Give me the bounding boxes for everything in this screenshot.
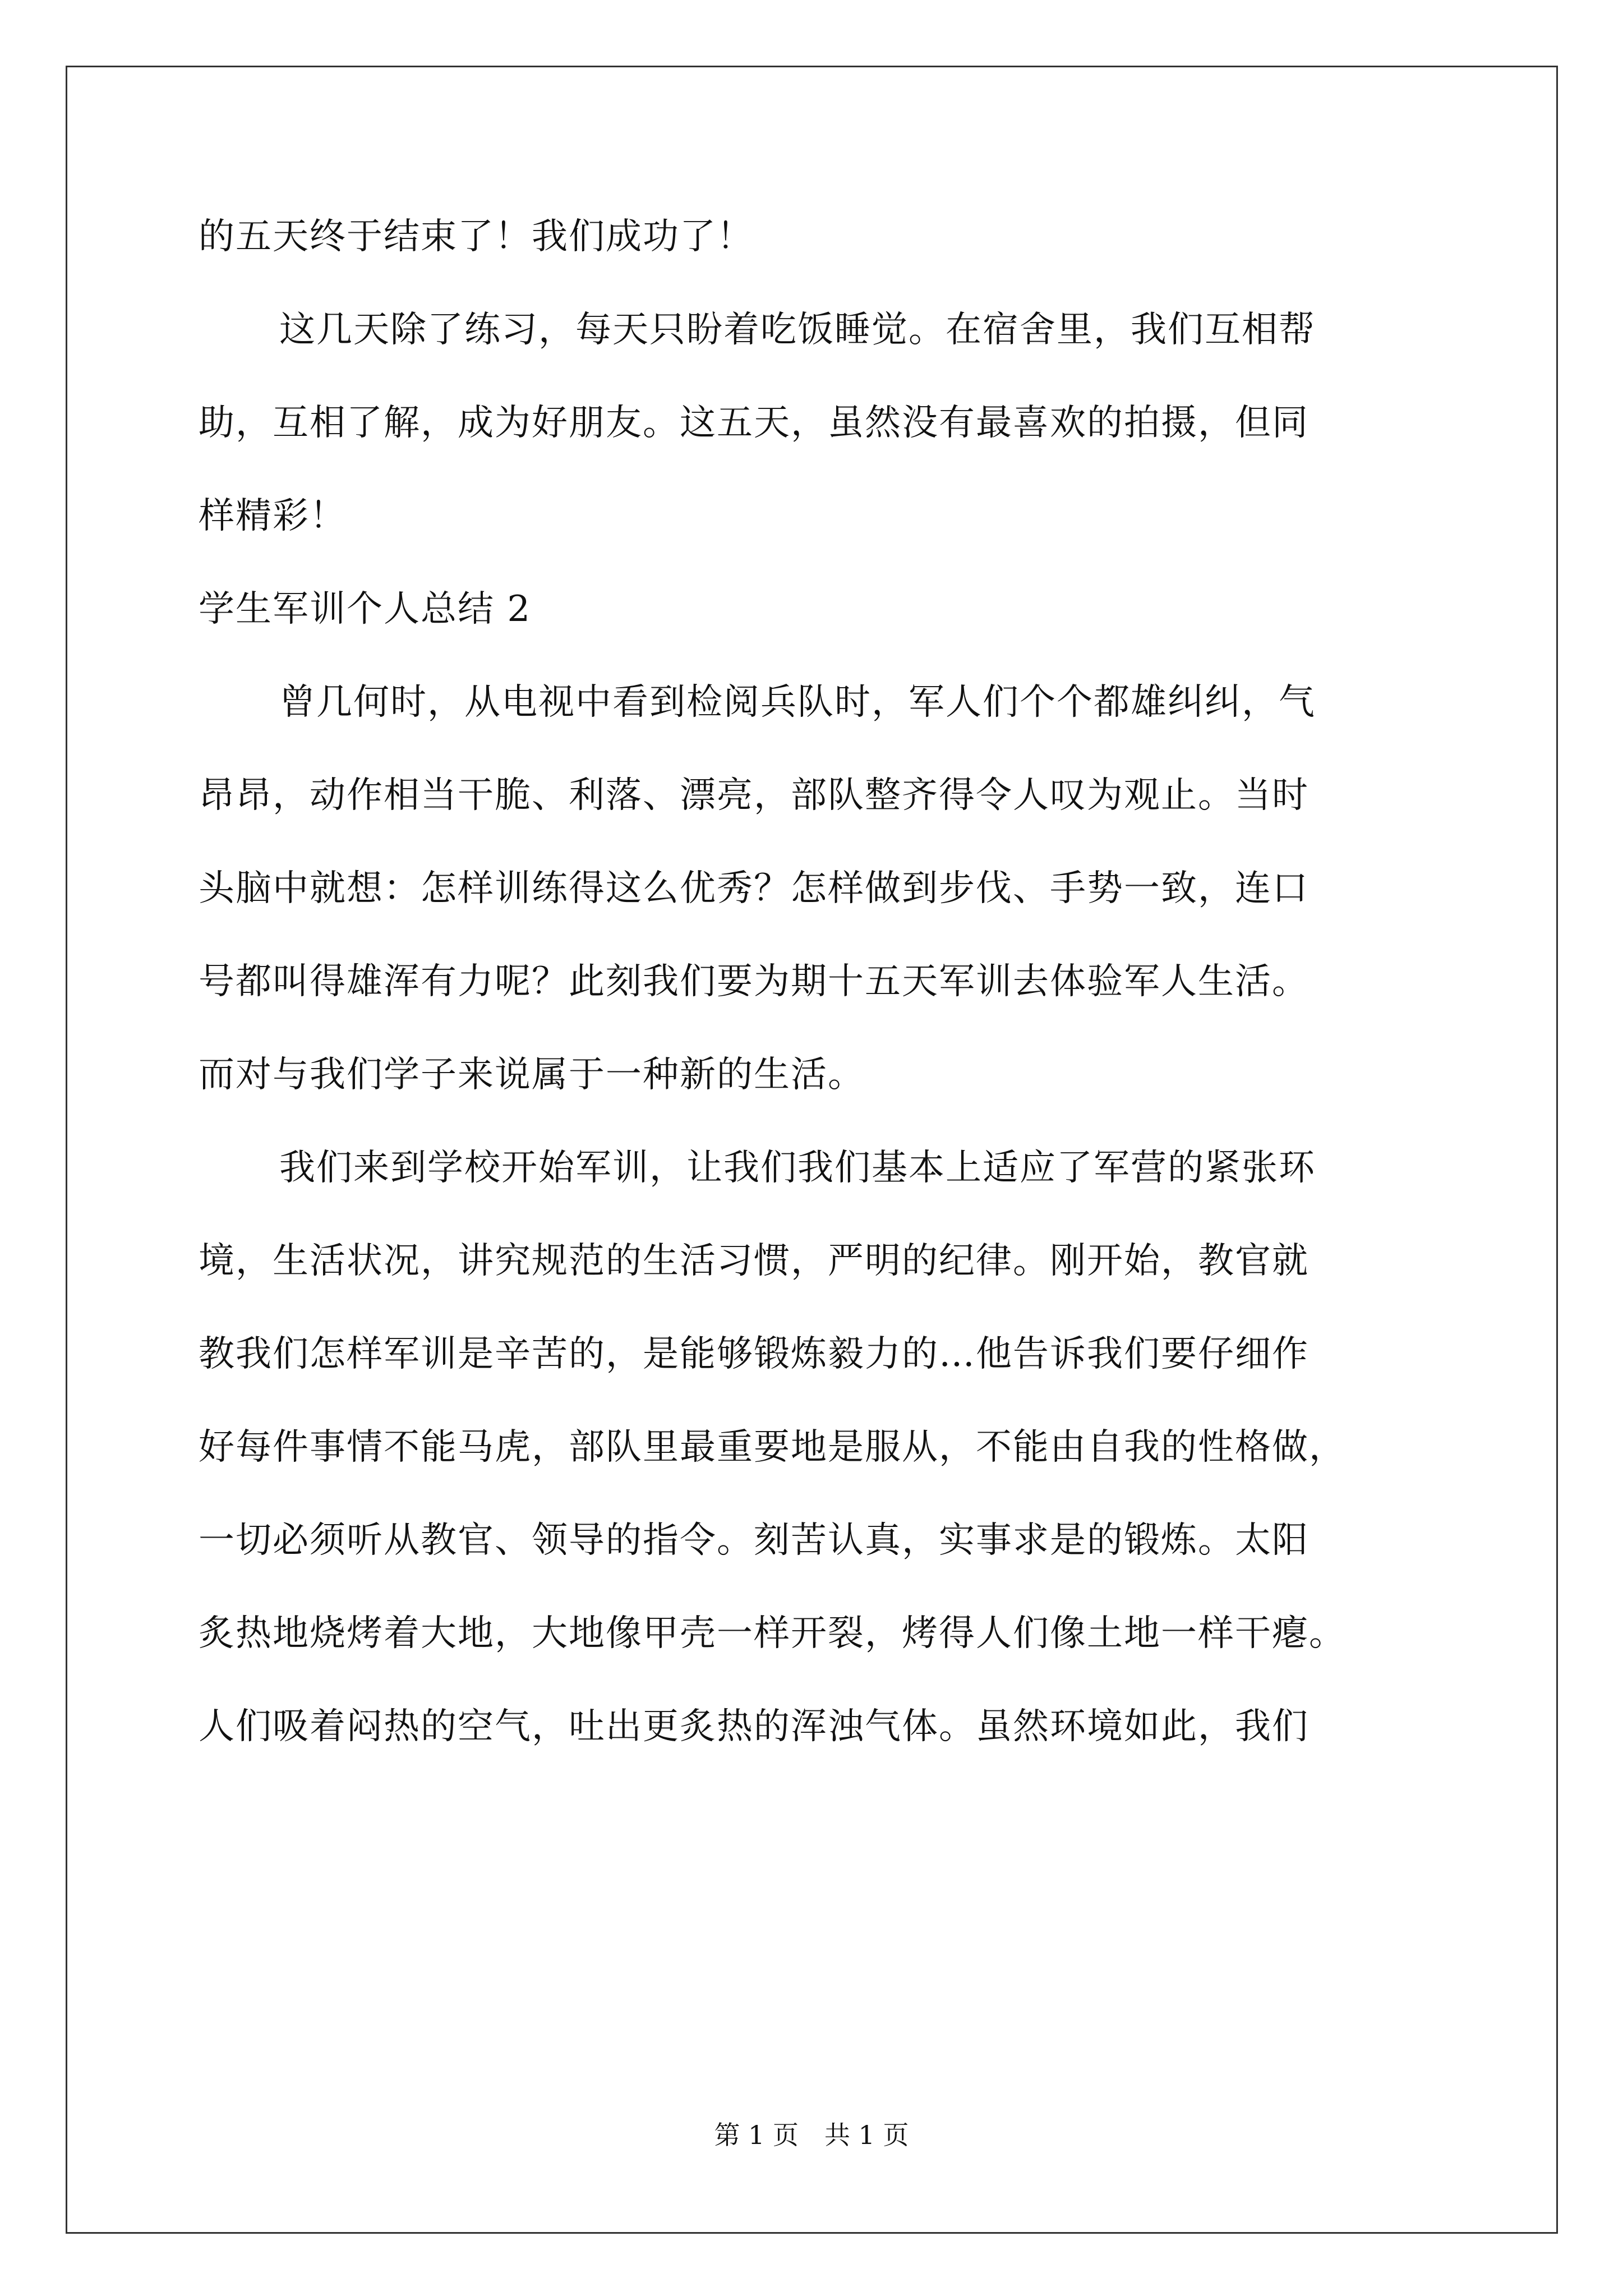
paragraph-line: 样精彩！ — [199, 495, 347, 537]
paragraph-line: 一切必须听从教官、领导的指令。刻苦认真，实事求是的锻炼。太阳 — [199, 1520, 1309, 1561]
paragraph-line: 的五天终于结束了！我们成功了！ — [199, 216, 754, 257]
page-number-footer: 第 1 页 共 1 页 — [714, 2120, 909, 2150]
section-heading: 学生军训个人总结 2 — [199, 588, 532, 630]
paragraph-line: 境，生活状况，讲究规范的生活习惯，严明的纪律。刚开始，教官就 — [199, 1240, 1309, 1282]
paragraph-line: 而对与我们学子来说属于一种新的生活。 — [199, 1054, 865, 1096]
paragraph-line: 昂昂，动作相当干脆、利落、漂亮，部队整齐得令人叹为观止。当时 — [199, 775, 1309, 816]
paragraph-line: 头脑中就想：怎样训练得这么优秀？怎样做到步伐、手势一致，连口 — [199, 868, 1309, 909]
paragraph-line: 这几天除了练习，每天只盼着吃饭睡觉。在宿舍里，我们互相帮 — [279, 309, 1316, 351]
paragraph-line: 号都叫得雄浑有力呢？此刻我们要为期十五天军训去体验军人生活。 — [199, 961, 1309, 1002]
paragraph-line: 教我们怎样军训是辛苦的，是能够锻炼毅力的…他告诉我们要仔细作 — [199, 1333, 1309, 1375]
paragraph-line: 炙热地烧烤着大地，大地像甲壳一样开裂，烤得人们像土地一样干瘪。 — [199, 1613, 1346, 1654]
paragraph-line: 人们吸着闷热的空气，吐出更炙热的浑浊气体。虽然环境如此，我们 — [199, 1706, 1309, 1747]
paragraph-line: 助，互相了解，成为好朋友。这五天，虽然没有最喜欢的拍摄，但同 — [199, 402, 1309, 444]
document-body — [199, 218, 1455, 1801]
paragraph-line: 好每件事情不能马虎，部队里最重要地是服从，不能由自我的性格做， — [199, 1427, 1346, 1468]
paragraph-line: 我们来到学校开始军训，让我们我们基本上适应了军营的紧张环 — [279, 1147, 1316, 1189]
paragraph-line: 曾几何时，从电视中看到检阅兵队时，军人们个个都雄纠纠，气 — [279, 682, 1316, 723]
